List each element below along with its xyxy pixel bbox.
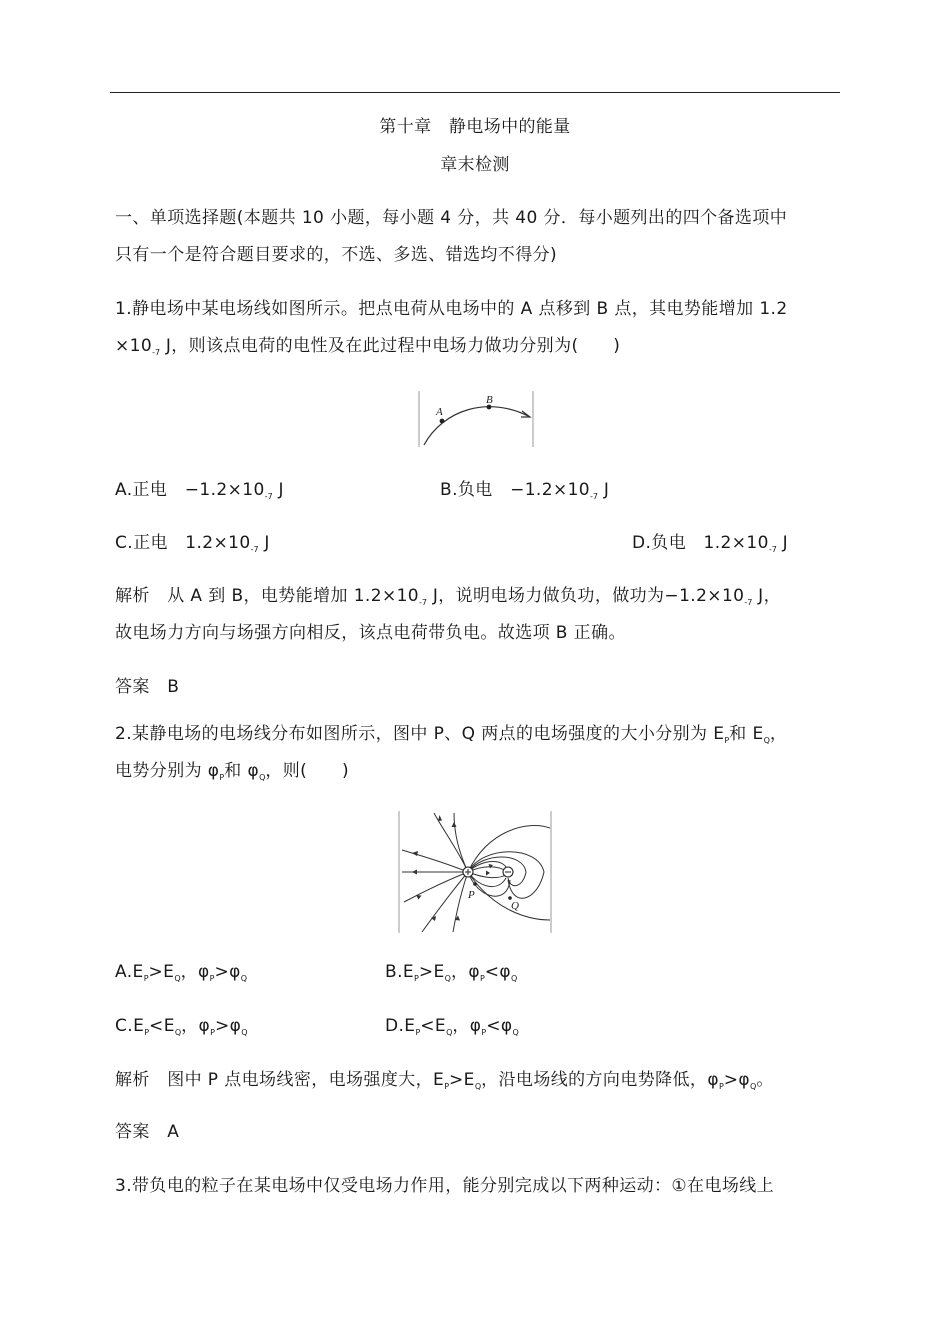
section-heading-line-2: 只有一个是符合题目要求的，不选、多选、错选均不得分): [115, 245, 558, 265]
q1-option-a: A.正电 $-1.2\times 10_{-7}$ J: [115, 480, 284, 501]
q3-stem-line-1: 3.带负电的粒子在某电场中仅受电场力作用，能分别完成以下两种运动：①在电场线上: [115, 1176, 775, 1196]
q2-field-lines-figure: [398, 810, 552, 934]
q2-point-p: [473, 882, 477, 886]
q1-option-d: D.负电 $1.2\times 10_{-7}$ J: [632, 533, 789, 554]
q1-stem-line-2: $\times 10_{-7}$ J，则该点电荷的电性及在此过程中电场力做功分别为( ): [115, 336, 621, 357]
q2-option-a: $A.E_P>E_Q$，$\varphi_P>\varphi_Q$: [115, 962, 248, 983]
q2-stem-line-1: 2.某静电场的电场线分布如图所示，图中 P、Q 两点的电场强度的大小分别为 $E_P$和 $E_Q$，: [115, 724, 788, 745]
q2-analysis: 解析 图中 P 点电场线密，电场强度大，$E_P>E_Q$，沿电场线的方向电势降低，$\varphi_P>\varphi_Q$。: [115, 1070, 774, 1091]
chapter-title: 第十章 静电场中的能量: [379, 117, 571, 137]
q1-option-c: C.正电 $1.2\times 10_{-7}$ J: [115, 533, 270, 554]
q2-label-q: Q: [511, 900, 519, 912]
q2-field-lines: [402, 813, 550, 932]
q2-option-c: $C.E_P<E_Q$，$\varphi_P>\varphi_Q$: [115, 1016, 248, 1037]
section-heading-line-1: 一、单项选择题(本题共 10 小题，每小题 4 分，共 40 分．每小题列出的四个备选项中: [115, 208, 788, 228]
q2-answer: 答案 A: [115, 1122, 180, 1142]
q1-point-a: [440, 419, 445, 424]
q1-label-b: B: [486, 394, 493, 406]
q2-option-b: $B.E_P>E_Q$，$\varphi_P<\varphi_Q$: [385, 962, 518, 983]
q2-label-p: P: [468, 889, 475, 901]
q2-option-d: $D.E_P<E_Q$，$\varphi_P<\varphi_Q$: [385, 1016, 519, 1037]
q1-analysis-line-2: 故电场力方向与场强方向相反，该点电荷带负电。故选项 B 正确。: [115, 623, 626, 643]
q1-option-b: B.负电 $-1.2\times 10_{-7}$ J: [440, 480, 610, 501]
chapter-subtitle: 章末检测: [440, 155, 510, 175]
header-rule: [110, 92, 840, 93]
q1-analysis-line-1: 解析 从 A 到 B，电势能增加 $1.2\times 10_{-7}$ J，说明电场力做负功，做功为$-1.2\times 10_{-7}$ J，: [115, 586, 781, 607]
q1-label-a: A: [436, 406, 443, 418]
q1-answer: 答案 B: [115, 677, 180, 697]
q1-stem-line-1: 1.静电场中某电场线如图所示。把点电荷从电场中的 A 点移到 B 点，其电势能增加 1.2: [115, 299, 788, 319]
q1-field-line-figure: [418, 390, 534, 448]
q2-stem-line-2: 电势分别为 $\varphi_P$和 $\varphi_Q$，则( ): [115, 761, 350, 782]
